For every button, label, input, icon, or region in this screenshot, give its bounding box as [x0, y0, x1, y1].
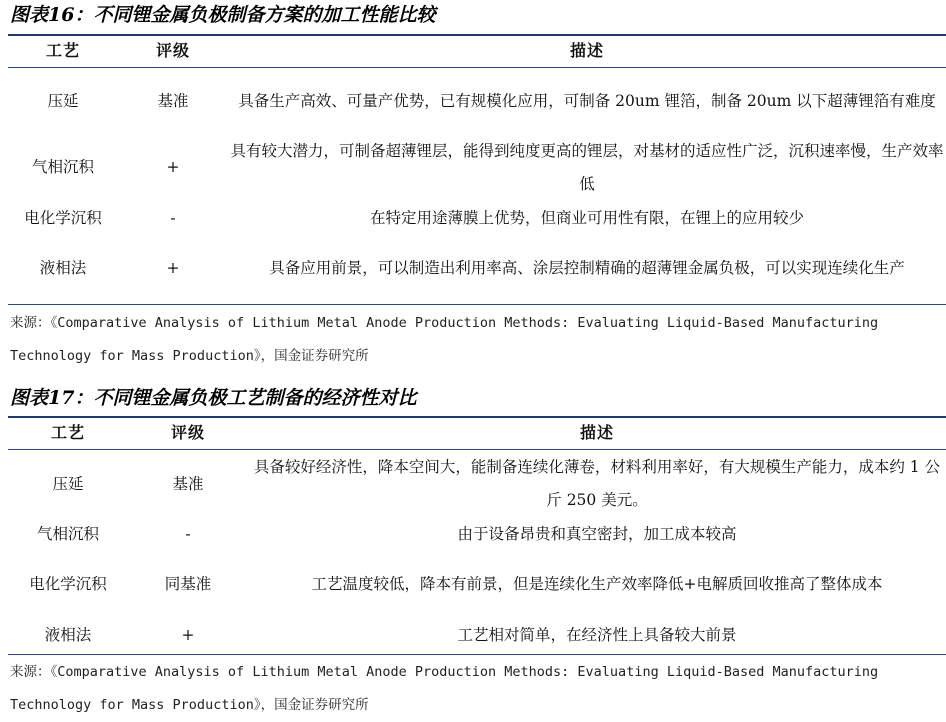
- table17-header-rule: [8, 449, 946, 450]
- table-row: [8, 517, 946, 551]
- process-cell: 气相沉积: [31, 158, 94, 176]
- description-cell: 工艺相对简单，在经济性上具备较大前景: [457, 625, 737, 644]
- grade-cell: 基准: [157, 91, 189, 110]
- table16-title: 图表16：不同锂金属负极制备方案的加工性能比较: [10, 4, 436, 26]
- table-row: [8, 451, 946, 517]
- table17-header-description: 描述: [579, 423, 614, 442]
- description-cell: 具备较好经济性，降本空间大，能制备连续化薄卷，材料利用率好，有大规模生产能力，成本约 1 公斤 250 美元。: [253, 458, 941, 509]
- process-cell: 压延: [52, 474, 84, 493]
- description-cell: 具有较大潜力，可制备超薄锂层，能得到纯度更高的锂层，对基材的适应性广泛，沉积速率慢，生产效率低: [230, 141, 944, 193]
- grade-cell: +: [166, 259, 180, 277]
- grade-cell: +: [166, 158, 180, 176]
- grade-cell: 同基准: [164, 575, 212, 593]
- grade-cell: +: [181, 625, 195, 644]
- process-cell: 气相沉积: [36, 524, 99, 543]
- table-row: [8, 235, 946, 302]
- table16-bottom-rule: [8, 304, 946, 305]
- table16-header-grade: 评级: [155, 41, 190, 60]
- table17-title: 图表17：不同锂金属负极工艺制备的经济性对比: [10, 387, 417, 409]
- table17-header: [8, 418, 946, 448]
- table17-header-grade: 评级: [170, 423, 205, 442]
- table16-source-note: 来源：《Comparative Analysis of Lithium Metal Anode Production Methods: Evaluating Liquid-Based Manufacturing Technology for Mass Production》，国金证券研究所: [10, 315, 879, 364]
- table17-source-note: 来源：《Comparative Analysis of Lithium Metal Anode Production Methods: Evaluating Liquid-Based Manufacturing Technology for Mass Production》，国金证券研究所: [10, 664, 879, 713]
- process-cell: 电化学沉积: [29, 575, 107, 593]
- description-cell: 工艺温度较低，降本有前景，但是连续化生产效率降低+电解质回收推高了整体成本: [311, 575, 883, 593]
- description-cell: 具备生产高效、可量产优势，已有规模化应用，可制备 20um 锂箔，制备 20um 以下超薄锂箔有难度: [238, 91, 936, 110]
- table17-header-process: 工艺: [50, 423, 85, 442]
- table-row: [8, 134, 946, 201]
- table-row: [8, 551, 946, 618]
- process-cell: 液相法: [39, 259, 87, 277]
- description-cell: 由于设备昂贵和真空密封，加工成本较高: [457, 524, 737, 543]
- grade-cell: 基准: [172, 474, 204, 493]
- table-row: [8, 618, 946, 652]
- grade-cell: -: [170, 208, 176, 227]
- description-cell: 具备应用前景，可以制造出利用率高、涂层控制精确的超薄锂金属负极，可以实现连续化生产: [269, 259, 905, 277]
- description-cell: 在特定用途薄膜上优势，但商业可用性有限，在锂上的应用较少: [369, 208, 804, 227]
- table-row: [8, 68, 946, 134]
- process-cell: 液相法: [44, 625, 92, 644]
- grade-cell: -: [185, 524, 191, 543]
- process-cell: 压延: [47, 91, 79, 110]
- table16-header-description: 描述: [569, 41, 604, 60]
- table17-bottom-rule: [8, 654, 946, 655]
- table16-header-process: 工艺: [45, 41, 80, 60]
- table-row: [8, 201, 946, 235]
- process-cell: 电化学沉积: [24, 208, 102, 227]
- table16-header: [8, 36, 946, 66]
